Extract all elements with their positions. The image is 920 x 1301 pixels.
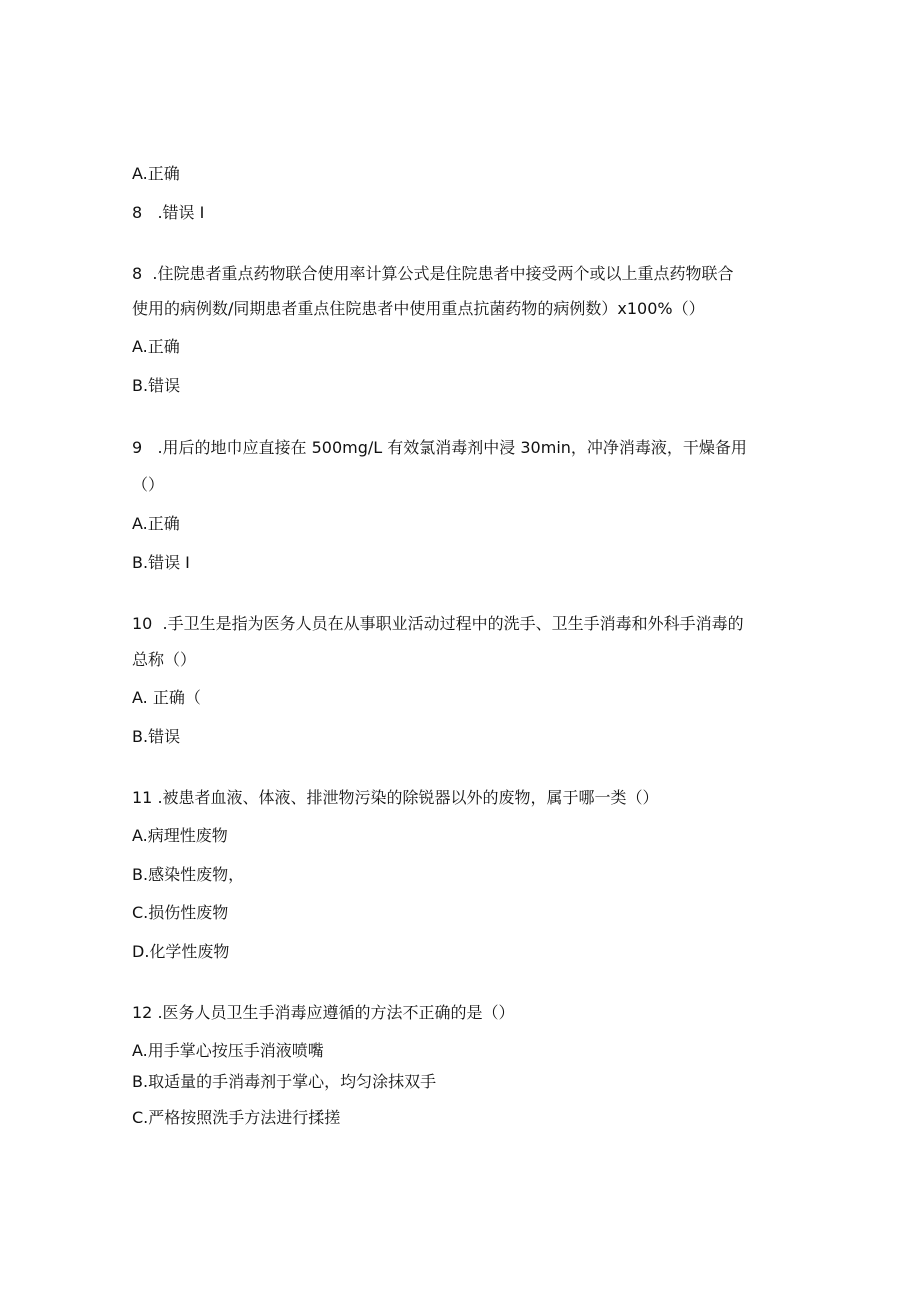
q12-option-b: B.取适量的手消毒剂于掌心，均匀涂抹双手: [132, 1072, 437, 1091]
q9-option-b: B.错误 I: [132, 553, 190, 572]
q7-option-a: A.正确: [132, 164, 180, 183]
q11-option-d: D.化学性废物: [132, 942, 230, 961]
q9-question-line-2: （）: [132, 475, 165, 494]
q12-option-a: A.用手掌心按压手消液喷嘴: [132, 1041, 324, 1060]
q8-option-b: B.错误: [132, 376, 181, 395]
q8-question-line-2: 使用的病例数/同期患者重点住院患者中使用重点抗菌药物的病例数）x100%（）: [132, 299, 705, 318]
q11-option-b: B.感染性废物，: [132, 865, 245, 884]
q10-question-line-2: 总称（）: [132, 650, 197, 669]
q10-question-line-1: 10 .手卫生是指为医务人员在从事职业活动过程中的洗手、卫生手消毒和外科手消毒的: [132, 614, 744, 633]
q9-question-line-1: 9 .用后的地巾应直接在 500mg∕L 有效氯消毒剂中浸 30min，冲净消毒液，干燥备用: [132, 438, 747, 457]
q8-question-line-1: 8 .住院患者重点药物联合使用率计算公式是住院患者中接受两个或以上重点药物联合: [132, 264, 734, 283]
q10-option-b: B.错误: [132, 727, 181, 746]
q12-question: 12 .医务人员卫生手消毒应遵循的方法不正确的是（）: [132, 1003, 515, 1022]
q11-option-c: C.损伤性废物: [132, 903, 229, 922]
q12-option-c: C.严格按照洗手方法进行揉搓: [132, 1108, 341, 1127]
q10-option-a: A. 正确（: [132, 688, 201, 707]
q11-question: 11 .被患者血液、体液、排泄物污染的除锐器以外的废物，属于哪一类（）: [132, 788, 659, 807]
q7-option-b: 8 .错误 I: [132, 203, 205, 222]
q11-option-a: A.病理性废物: [132, 826, 228, 845]
q9-option-a: A.正确: [132, 514, 180, 533]
q8-option-a: A.正确: [132, 337, 180, 356]
